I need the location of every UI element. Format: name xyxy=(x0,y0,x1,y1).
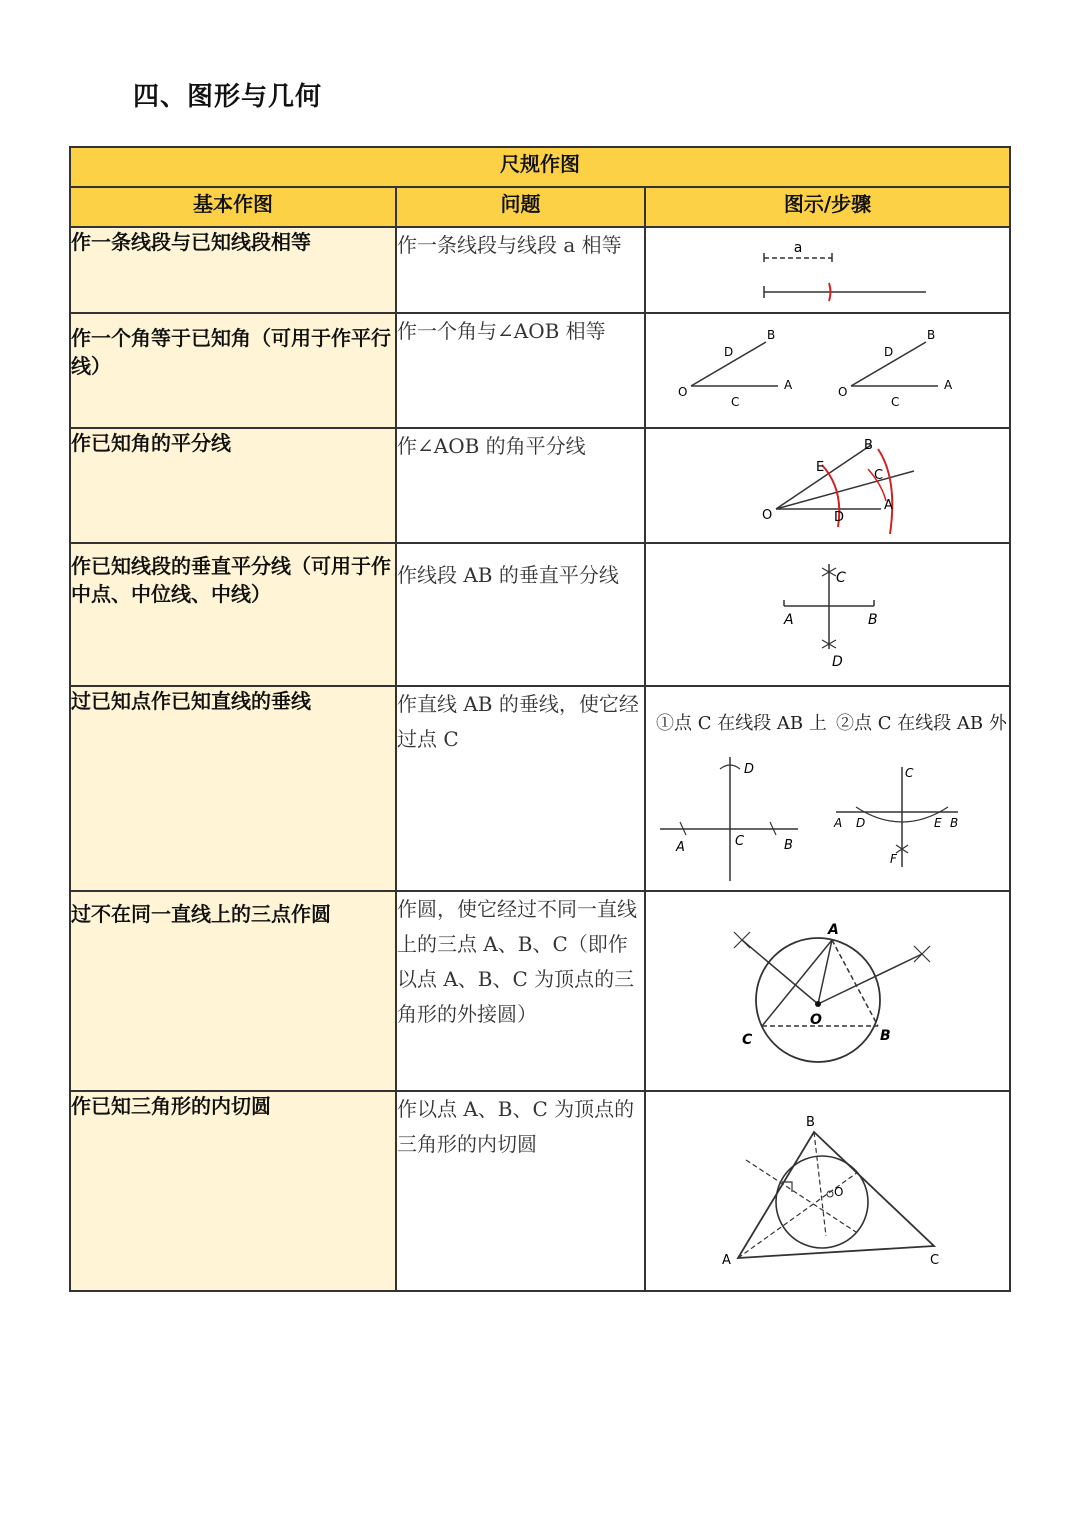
svg-text:A: A xyxy=(676,840,685,855)
basic-cell: 作已知三角形的内切圆 xyxy=(70,1091,396,1291)
svg-text:A: A xyxy=(828,922,839,938)
header-basic: 基本作图 xyxy=(70,187,396,227)
perpendicular-bisector-figure xyxy=(646,544,1007,683)
basic-cell: 作一条线段与已知线段相等 xyxy=(70,227,396,313)
svg-text:D: D xyxy=(884,345,894,359)
case1-diagram xyxy=(660,757,798,881)
problem-cell: 作线段 AB 的垂直平分线 xyxy=(396,543,645,686)
svg-text:B: B xyxy=(767,328,776,342)
svg-text:C: C xyxy=(731,395,740,409)
table-row xyxy=(70,227,1010,313)
table-row xyxy=(70,313,1010,428)
svg-text:B: B xyxy=(806,1115,815,1130)
svg-text:D: D xyxy=(856,816,866,830)
svg-text:O: O xyxy=(678,385,688,399)
segment-label-a: a xyxy=(793,240,803,256)
header-problem: 问题 xyxy=(396,187,645,227)
case2-label: ②点 C 在线段 AB 外 xyxy=(836,713,1007,734)
figure-cell xyxy=(645,227,1010,313)
table-row xyxy=(70,428,1010,543)
problem-cell: 作以点 A、B、C 为顶点的三角形的内切圆 xyxy=(396,1091,645,1291)
svg-text:O: O xyxy=(838,385,848,399)
basic-cell: 过不在同一直线上的三点作圆 xyxy=(70,891,396,1091)
svg-text:D: D xyxy=(744,762,755,777)
svg-text:E: E xyxy=(816,460,825,475)
svg-text:O: O xyxy=(810,1012,822,1028)
svg-text:C: C xyxy=(930,1253,940,1268)
figure-cell xyxy=(645,428,1010,543)
table-row xyxy=(70,543,1010,686)
figure-cell xyxy=(645,313,1010,428)
svg-text:D: D xyxy=(724,345,734,359)
svg-text:B: B xyxy=(950,816,959,830)
case2-diagram xyxy=(833,766,958,867)
svg-text:C: C xyxy=(836,570,846,586)
figure-cell xyxy=(645,686,1010,891)
table-row xyxy=(70,1091,1010,1291)
svg-text:C: C xyxy=(735,834,745,849)
svg-text:A: A xyxy=(784,378,793,392)
svg-text:A: A xyxy=(784,612,794,628)
angle-original xyxy=(678,328,793,409)
problem-cell: 作一个角与∠AOB 相等 xyxy=(396,313,645,428)
basic-cell: 作一个角等于已知角（可用于作平行线） xyxy=(70,313,396,428)
table-row xyxy=(70,891,1010,1091)
svg-text:B: B xyxy=(784,838,793,853)
svg-text:E: E xyxy=(934,816,942,830)
svg-text:F: F xyxy=(890,852,897,866)
svg-text:C: C xyxy=(891,395,900,409)
angle-bisector-figure xyxy=(646,429,1007,540)
svg-text:C: C xyxy=(742,1032,753,1048)
figure-cell xyxy=(645,1091,1010,1291)
problem-cell: 作直线 AB 的垂线，使它经过点 C xyxy=(396,686,645,891)
ruler-compass-table xyxy=(69,146,1011,1292)
table-row xyxy=(70,686,1010,891)
table-title: 尺规作图 xyxy=(70,147,1010,187)
figure-cell xyxy=(645,543,1010,686)
svg-text:C: C xyxy=(874,468,884,483)
basic-cell: 过已知点作已知直线的垂线 xyxy=(70,686,396,891)
svg-text:A: A xyxy=(722,1253,731,1268)
angle-copy xyxy=(838,328,953,409)
copy-angle-figure xyxy=(646,314,1007,425)
svg-text:A: A xyxy=(884,498,893,513)
svg-text:B: B xyxy=(864,438,873,453)
problem-cell: 作∠AOB 的角平分线 xyxy=(396,428,645,543)
case1-label: ①点 C 在线段 AB 上 xyxy=(656,713,827,734)
svg-text:A: A xyxy=(944,378,953,392)
page-heading: 四、图形与几何 xyxy=(133,82,323,112)
svg-text:D: D xyxy=(834,510,845,525)
incircle-figure xyxy=(646,1092,1007,1288)
svg-text:O: O xyxy=(834,1185,844,1199)
problem-cell: 作圆，使它经过不同一直线上的三点 A、B、C（即作以点 A、B、C 为顶点的三角形的外接圆） xyxy=(396,891,645,1091)
problem-cell: 作一条线段与线段 a 相等 xyxy=(396,227,645,313)
basic-cell: 作已知角的平分线 xyxy=(70,428,396,543)
svg-text:C: C xyxy=(905,766,914,780)
circumcircle-figure xyxy=(646,892,1007,1088)
figure-cell xyxy=(645,891,1010,1091)
copy-segment-figure xyxy=(646,228,1007,310)
svg-text:B: B xyxy=(868,612,878,628)
svg-text:A: A xyxy=(834,816,843,830)
svg-text:O: O xyxy=(762,508,773,523)
header-figure: 图示/步骤 xyxy=(645,187,1010,227)
svg-text:B: B xyxy=(927,328,936,342)
svg-text:D: D xyxy=(832,654,843,670)
basic-cell: 作已知线段的垂直平分线（可用于作中点、中位线、中线） xyxy=(70,543,396,686)
svg-text:B: B xyxy=(880,1028,891,1044)
